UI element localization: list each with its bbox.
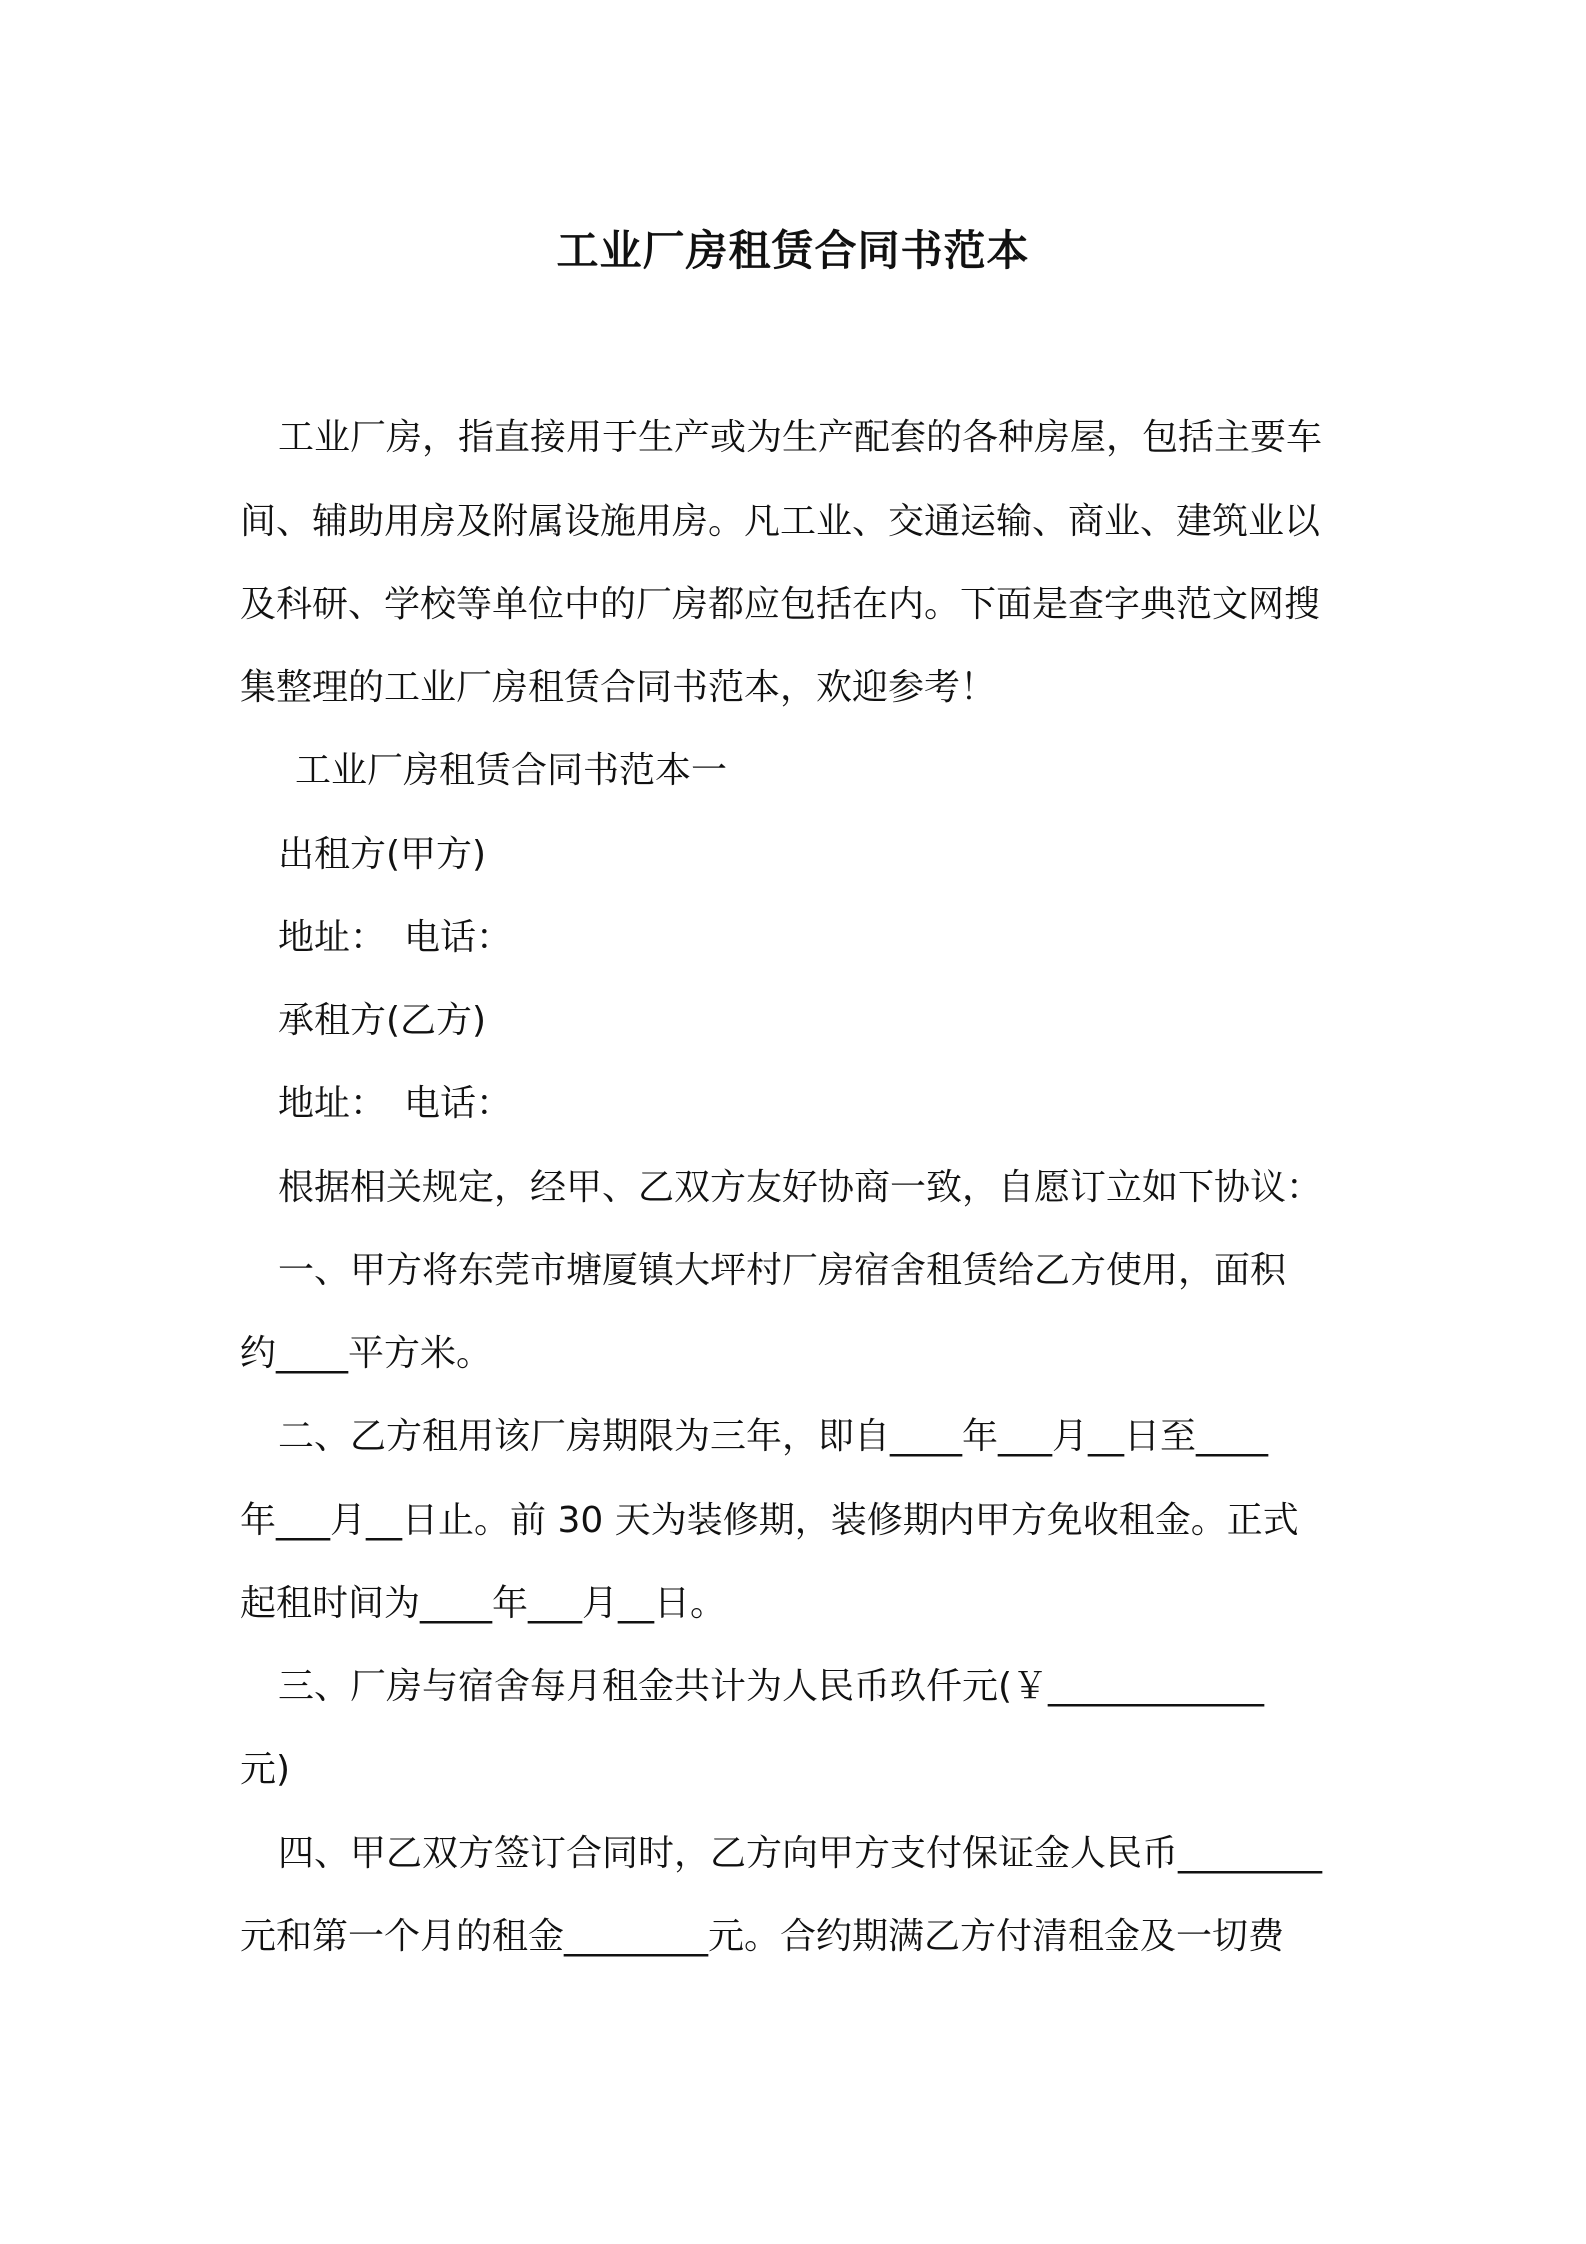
paragraph-line: 承租方(乙方)	[278, 1000, 487, 1041]
paragraph-line: 工业厂房，指直接用于生产或为生产配套的各种房屋，包括主要车	[278, 417, 1323, 458]
paragraph-line: 年___月__日止。前 30 天为装修期，装修期内甲方免收租金。正式	[240, 1500, 1299, 1541]
section-heading: 工业厂房租赁合同书范本一	[295, 750, 728, 791]
paragraph-line: 出租方(甲方)	[278, 834, 487, 875]
paragraph-line: 三、厂房与宿舍每月租金共计为人民币玖仟元(￥____________	[278, 1666, 1265, 1707]
paragraph-line: 及科研、学校等单位中的厂房都应包括在内。下面是查字典范文网搜	[240, 584, 1321, 625]
paragraph-line: 元和第一个月的租金________元。合约期满乙方付清租金及一切费	[240, 1916, 1285, 1957]
paragraph-line: 间、辅助用房及附属设施用房。凡工业、交通运输、商业、建筑业以	[240, 501, 1321, 542]
paragraph-line: 四、甲乙双方签订合同时，乙方向甲方支付保证金人民币________	[278, 1833, 1323, 1874]
paragraph-line: 起租时间为____年___月__日。	[240, 1583, 727, 1624]
paragraph-line: 元)	[240, 1749, 291, 1790]
paragraph-line: 根据相关规定，经甲、乙双方友好协商一致，自愿订立如下协议：	[278, 1167, 1323, 1208]
paragraph-line: 一、甲方将东莞市塘厦镇大坪村厂房宿舍租赁给乙方使用，面积	[278, 1250, 1287, 1291]
paragraph-line: 约____平方米。	[240, 1333, 493, 1374]
paragraph-line: 地址： 电话：	[278, 1083, 513, 1124]
document-title: 工业厂房租赁合同书范本	[556, 226, 1030, 275]
paragraph-line: 地址： 电话：	[278, 917, 513, 958]
paragraph-line: 集整理的工业厂房租赁合同书范本，欢迎参考！	[240, 667, 997, 708]
paragraph-line: 二、乙方租用该厂房期限为三年，即自____年___月__日至____	[278, 1416, 1269, 1457]
